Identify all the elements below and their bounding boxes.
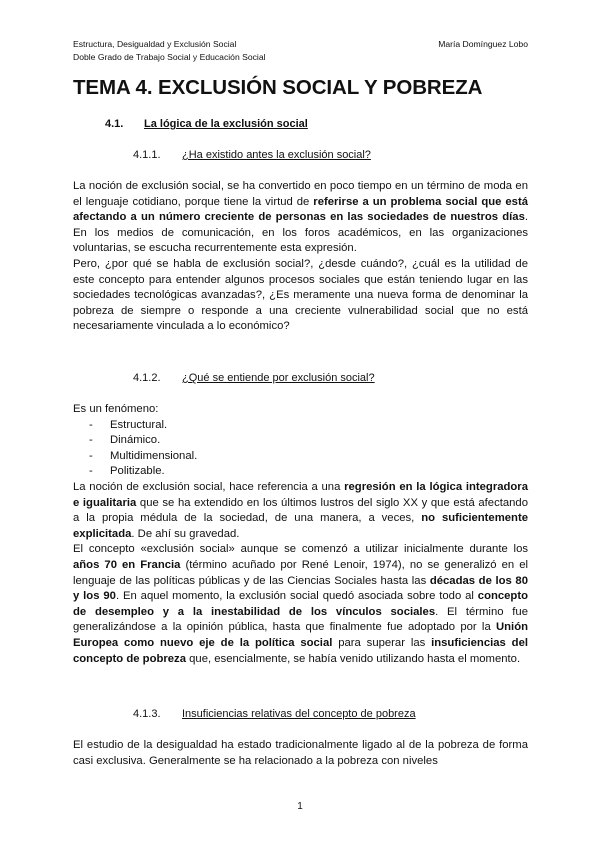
subsection-number: 4.1.2.	[133, 372, 161, 384]
body-block-3	[73, 738, 528, 769]
paragraph-3: La noción de exclusión social, hace referencia a una regresión en la lógica integradora e igualitaria que se ha extendido en los últimos lustros del siglo XX y que está afectando a la propia médula de la sociedad, de una manera, a veces, no suficientemente explicitada. De ahí su gravedad.	[73, 480, 528, 540]
chapter-title: TEMA 4. EXCLUSIÓN SOCIAL Y POBREZA	[73, 76, 483, 99]
subsection-label: ¿Ha existido antes la exclusión social?	[182, 149, 371, 161]
paragraph-1	[73, 179, 528, 257]
body-block-1	[73, 179, 528, 335]
section-heading	[105, 118, 308, 130]
subsection-heading-1	[133, 149, 371, 161]
subsection-label: Insuficiencias relativas del concepto de pobreza	[182, 708, 416, 720]
subsection-heading-3	[133, 708, 416, 720]
section-label: La lógica de la exclusión social	[144, 118, 308, 130]
body-block-2	[73, 402, 528, 667]
subsection-number: 4.1.1.	[133, 149, 161, 161]
section-number: 4.1.	[105, 118, 124, 130]
running-header-left	[73, 38, 266, 64]
list-item: - Multidimensional.	[89, 449, 198, 462]
list-item: - Estructural.	[89, 418, 168, 431]
subsection-label: ¿Qué se entiende por exclusión social?	[182, 372, 375, 384]
page-number: 1	[297, 801, 303, 812]
feature-list	[73, 418, 528, 480]
paragraph-4: El concepto «exclusión social» aunque se comenzó a utilizar inicialmente durante los años 70 en Francia (término acuñado por René Lenoir, 1974), no se generalizó en el lenguaje de las políticas públicas y de las Ciencias Sociales hasta las décadas de los 80 y los 90. En aquel momento, la exclusión social quedó asociada sobre todo al concepto de desempleo y a la inestabilidad de los vínculos sociales. El término fue generalizándose a la opinión pública, hasta que finalmente fue adoptado por la Unión Europea como nuevo eje de la política social para superar las insuficiencias del concepto de pobreza que, esencialmente, se había venido utilizando hasta el momento.	[73, 543, 529, 665]
list-item: - Politizable.	[89, 465, 165, 478]
course-title: Estructura, Desigualdad y Exclusión Social	[73, 39, 237, 49]
paragraph-5: El estudio de la desigualdad ha estado tradicionalmente ligado al de la pobreza de forma casi exclusiva. Generalmente se ha relacionado a la pobreza con niveles	[73, 739, 528, 767]
list-item: - Dinámico.	[89, 434, 161, 447]
list-intro: Es un fenómeno:	[73, 403, 159, 415]
degree-title: Doble Grado de Trabajo Social y Educación Social	[73, 52, 266, 62]
text-run: . En los medios de comunicación, en los foros académicos, en las organizaciones voluntarias, se escucha recurrentemente esta expresión.	[73, 211, 528, 255]
text-run: La noción de exclusión social, se ha convertido en poco tiempo en un término de moda en el lenguaje cotidiano, porque tiene la virtud de	[73, 180, 528, 208]
bold-run: referirse a un problema social que está afectando a un número creciente de personas en las sociedades de nuestros días	[73, 195, 528, 224]
author-name: María Domínguez Lobo	[438, 39, 528, 49]
paragraph-2: Pero, ¿por qué se habla de exclusión social?, ¿desde cuándo?, ¿cuál es la utilidad de este concepto para entender algunos procesos sociales que están teniendo lugar en las sociedades tecnológicas avanzadas?, ¿Es meramente una nueva forma de denominar la pobreza de siempre o responde a una creciente vulnerabilidad social que no está necesariamente vinculada a lo económico?	[73, 257, 528, 333]
subsection-heading-2	[133, 372, 375, 384]
subsection-number: 4.1.3.	[133, 708, 161, 720]
